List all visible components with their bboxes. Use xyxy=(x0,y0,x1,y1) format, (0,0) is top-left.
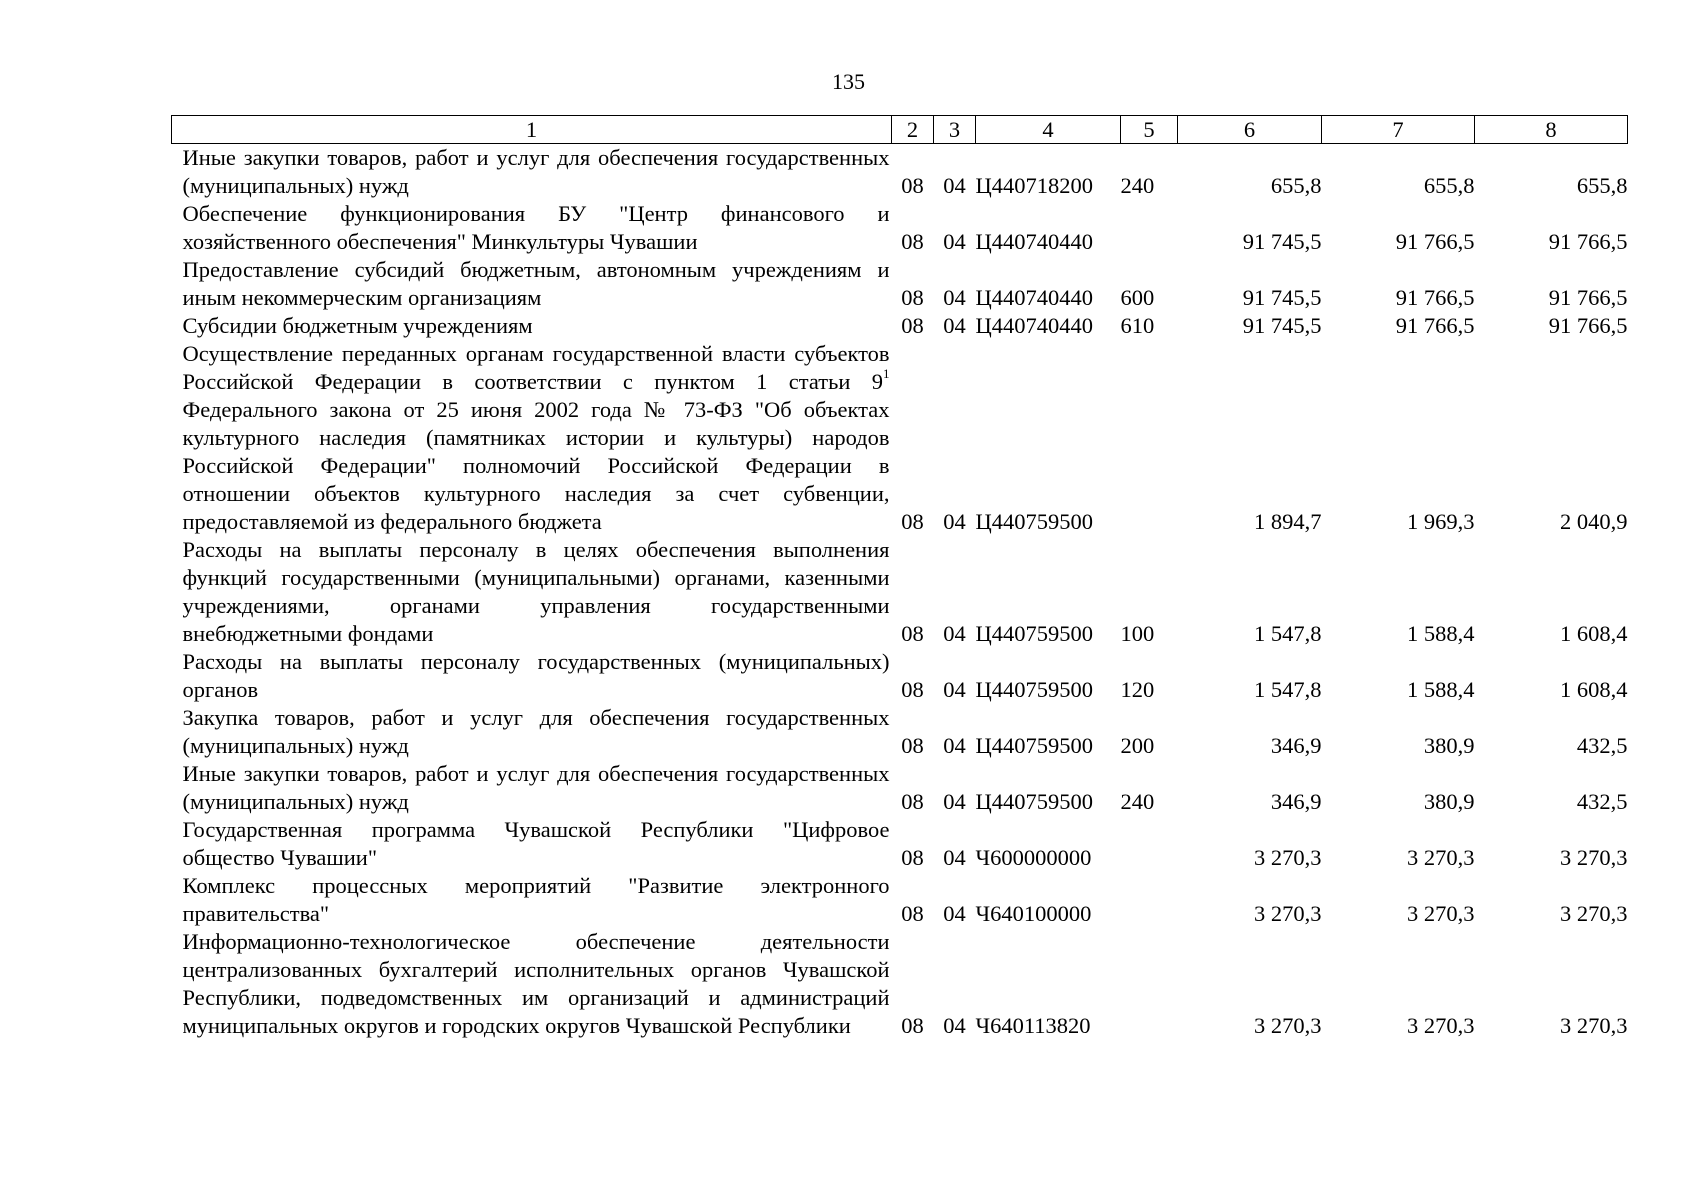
table-row xyxy=(172,312,1628,340)
row-subsection: 04 xyxy=(943,845,966,870)
row-amount-6: 1 894,7 xyxy=(1254,509,1322,534)
row-subsection: 04 xyxy=(943,677,966,702)
row-amount-6: 1 547,8 xyxy=(1254,677,1322,702)
row-section: 08 xyxy=(901,1013,924,1038)
row-name: Расходы на выплаты персоналу в целях обеспечения выполнения функций государственными (муниципальными) органами, казенными учреждениями, органами управления государственными внебюджетными фондами xyxy=(182,537,890,646)
row-name: Комплекс процессных мероприятий "Развитие электронного правительства" xyxy=(182,873,890,926)
table-row xyxy=(172,816,1628,872)
row-section: 08 xyxy=(901,621,924,646)
row-amount-6: 3 270,3 xyxy=(1254,901,1322,926)
row-subsection: 04 xyxy=(943,621,966,646)
row-amount-6: 1 547,8 xyxy=(1254,621,1322,646)
row-name-part: Осуществление переданных органам государственной власти субъектов Российской Федерации в соответствии с пунктом 1 статьи 9 xyxy=(182,341,890,394)
header-col-1: 1 xyxy=(172,116,892,144)
row-amount-8: 432,5 xyxy=(1576,733,1628,758)
row-section: 08 xyxy=(901,173,924,198)
row-subsection: 04 xyxy=(943,509,966,534)
row-target-code: Ч640113820 xyxy=(975,1013,1091,1038)
row-amount-8: 432,5 xyxy=(1576,789,1628,814)
row-amount-6: 91 745,5 xyxy=(1242,313,1322,338)
table-row xyxy=(172,872,1628,928)
header-col-6: 6 xyxy=(1178,116,1322,144)
row-expense-type xyxy=(1121,340,1178,536)
row-amount-7: 380,9 xyxy=(1423,789,1475,814)
row-expense-type xyxy=(1121,928,1178,1040)
row-name: Государственная программа Чувашской Республики "Цифровое общество Чувашии" xyxy=(182,817,890,870)
row-amount-7: 380,9 xyxy=(1423,733,1475,758)
row-section: 08 xyxy=(901,285,924,310)
row-expense-type: 100 xyxy=(1120,621,1155,646)
table-row xyxy=(172,144,1628,201)
header-col-7: 7 xyxy=(1322,116,1475,144)
row-amount-6: 655,8 xyxy=(1270,173,1322,198)
row-subsection: 04 xyxy=(943,173,966,198)
row-name xyxy=(172,340,892,536)
row-subsection: 04 xyxy=(943,229,966,254)
row-section: 08 xyxy=(901,789,924,814)
row-target-code: Ц440759500 xyxy=(975,733,1093,758)
table-row xyxy=(172,928,1628,1040)
row-section: 08 xyxy=(901,845,924,870)
row-name: Обеспечение функционирования БУ "Центр финансового и хозяйственного обеспечения" Минкультуры Чувашии xyxy=(182,201,890,254)
row-section: 08 xyxy=(901,313,924,338)
row-target-code: Ч600000000 xyxy=(975,845,1092,870)
row-target-code: Ц440759500 xyxy=(975,789,1093,814)
table-row xyxy=(172,760,1628,816)
row-amount-8: 91 766,5 xyxy=(1548,229,1628,254)
page-number: 135 xyxy=(832,69,865,94)
row-section: 08 xyxy=(901,901,924,926)
header-col-5: 5 xyxy=(1121,116,1178,144)
table-row xyxy=(172,536,1628,648)
row-name: Субсидии бюджетным учреждениям xyxy=(182,313,533,338)
row-amount-7: 1 588,4 xyxy=(1407,621,1475,646)
row-expense-type xyxy=(1121,872,1178,928)
row-expense-type: 120 xyxy=(1120,677,1155,702)
row-section: 08 xyxy=(901,509,924,534)
row-name: Информационно-технологическое обеспечение деятельности централизованных бухгалтерий исполнительных органов Чувашской Республики, подведомственных им организаций и администраций муниципальных округов и городских округов Чувашской Республики xyxy=(182,929,890,1038)
row-name-part: Федерального закона от 25 июня 2002 года № 73-ФЗ "Об объектах культурного наследия (памятниках истории и культуры) народов Российской Федерации" полномочий Российской Федерации в отношении объектов культурного наследия за счет субвенции, предоставляемой из федерального бюджета xyxy=(182,397,890,534)
row-amount-8: 3 270,3 xyxy=(1560,901,1628,926)
table-row xyxy=(172,340,1628,536)
row-section: 08 xyxy=(901,677,924,702)
row-expense-type xyxy=(1121,816,1178,872)
header-row xyxy=(172,116,1628,144)
table-row xyxy=(172,256,1628,312)
row-target-code: Ц440759500 xyxy=(975,677,1093,702)
row-name: Закупка товаров, работ и услуг для обеспечения государственных (муниципальных) нужд xyxy=(182,705,890,758)
row-amount-8: 91 766,5 xyxy=(1548,313,1628,338)
row-amount-6: 91 745,5 xyxy=(1242,285,1322,310)
row-name: Расходы на выплаты персоналу государственных (муниципальных) органов xyxy=(182,649,890,702)
row-subsection: 04 xyxy=(943,285,966,310)
table-row xyxy=(172,704,1628,760)
row-name: Предоставление субсидий бюджетным, автономным учреждениям и иным некоммерческим организациям xyxy=(182,257,890,310)
row-amount-8: 91 766,5 xyxy=(1548,285,1628,310)
row-amount-8: 1 608,4 xyxy=(1560,621,1628,646)
row-amount-8: 2 040,9 xyxy=(1560,509,1628,534)
row-amount-7: 655,8 xyxy=(1423,173,1475,198)
row-target-code: Ц440740440 xyxy=(975,313,1093,338)
row-expense-type: 240 xyxy=(1120,173,1155,198)
row-amount-6: 91 745,5 xyxy=(1242,229,1322,254)
row-amount-7: 1 969,3 xyxy=(1407,509,1475,534)
row-amount-7: 3 270,3 xyxy=(1407,1013,1475,1038)
row-expense-type: 240 xyxy=(1120,789,1155,814)
row-amount-7: 3 270,3 xyxy=(1407,901,1475,926)
row-subsection: 04 xyxy=(943,733,966,758)
row-expense-type xyxy=(1121,200,1178,256)
table-row xyxy=(172,200,1628,256)
row-target-code: Ц440740440 xyxy=(975,229,1093,254)
budget-table xyxy=(171,115,1628,1040)
row-subsection: 04 xyxy=(943,901,966,926)
row-amount-6: 3 270,3 xyxy=(1254,1013,1322,1038)
table-row xyxy=(172,648,1628,704)
row-expense-type: 200 xyxy=(1120,733,1155,758)
row-expense-type: 610 xyxy=(1120,313,1155,338)
row-amount-8: 3 270,3 xyxy=(1560,1013,1628,1038)
header-col-4: 4 xyxy=(976,116,1121,144)
row-subsection: 04 xyxy=(943,313,966,338)
row-section: 08 xyxy=(901,229,924,254)
row-amount-8: 1 608,4 xyxy=(1560,677,1628,702)
row-amount-7: 1 588,4 xyxy=(1407,677,1475,702)
row-section: 08 xyxy=(901,733,924,758)
row-amount-6: 3 270,3 xyxy=(1254,845,1322,870)
header-col-3: 3 xyxy=(934,116,976,144)
row-amount-8: 655,8 xyxy=(1576,173,1628,198)
row-amount-8: 3 270,3 xyxy=(1560,845,1628,870)
row-target-code: Ц440740440 xyxy=(975,285,1093,310)
superscript-mark: 1 xyxy=(883,365,890,381)
row-amount-7: 91 766,5 xyxy=(1395,229,1475,254)
header-col-2: 2 xyxy=(892,116,934,144)
row-amount-6: 346,9 xyxy=(1270,733,1322,758)
row-subsection: 04 xyxy=(943,1013,966,1038)
row-target-code: Ц440718200 xyxy=(975,173,1093,198)
row-target-code: Ч640100000 xyxy=(975,901,1092,926)
row-subsection: 04 xyxy=(943,789,966,814)
row-target-code: Ц440759500 xyxy=(975,509,1093,534)
row-name: Иные закупки товаров, работ и услуг для обеспечения государственных (муниципальных) нужд xyxy=(182,761,890,814)
row-amount-7: 91 766,5 xyxy=(1395,285,1475,310)
row-amount-6: 346,9 xyxy=(1270,789,1322,814)
row-name: Иные закупки товаров, работ и услуг для обеспечения государственных (муниципальных) нужд xyxy=(182,145,890,198)
row-amount-7: 91 766,5 xyxy=(1395,313,1475,338)
row-amount-7: 3 270,3 xyxy=(1407,845,1475,870)
row-expense-type: 600 xyxy=(1120,285,1155,310)
row-target-code: Ц440759500 xyxy=(975,621,1093,646)
header-col-8: 8 xyxy=(1475,116,1628,144)
